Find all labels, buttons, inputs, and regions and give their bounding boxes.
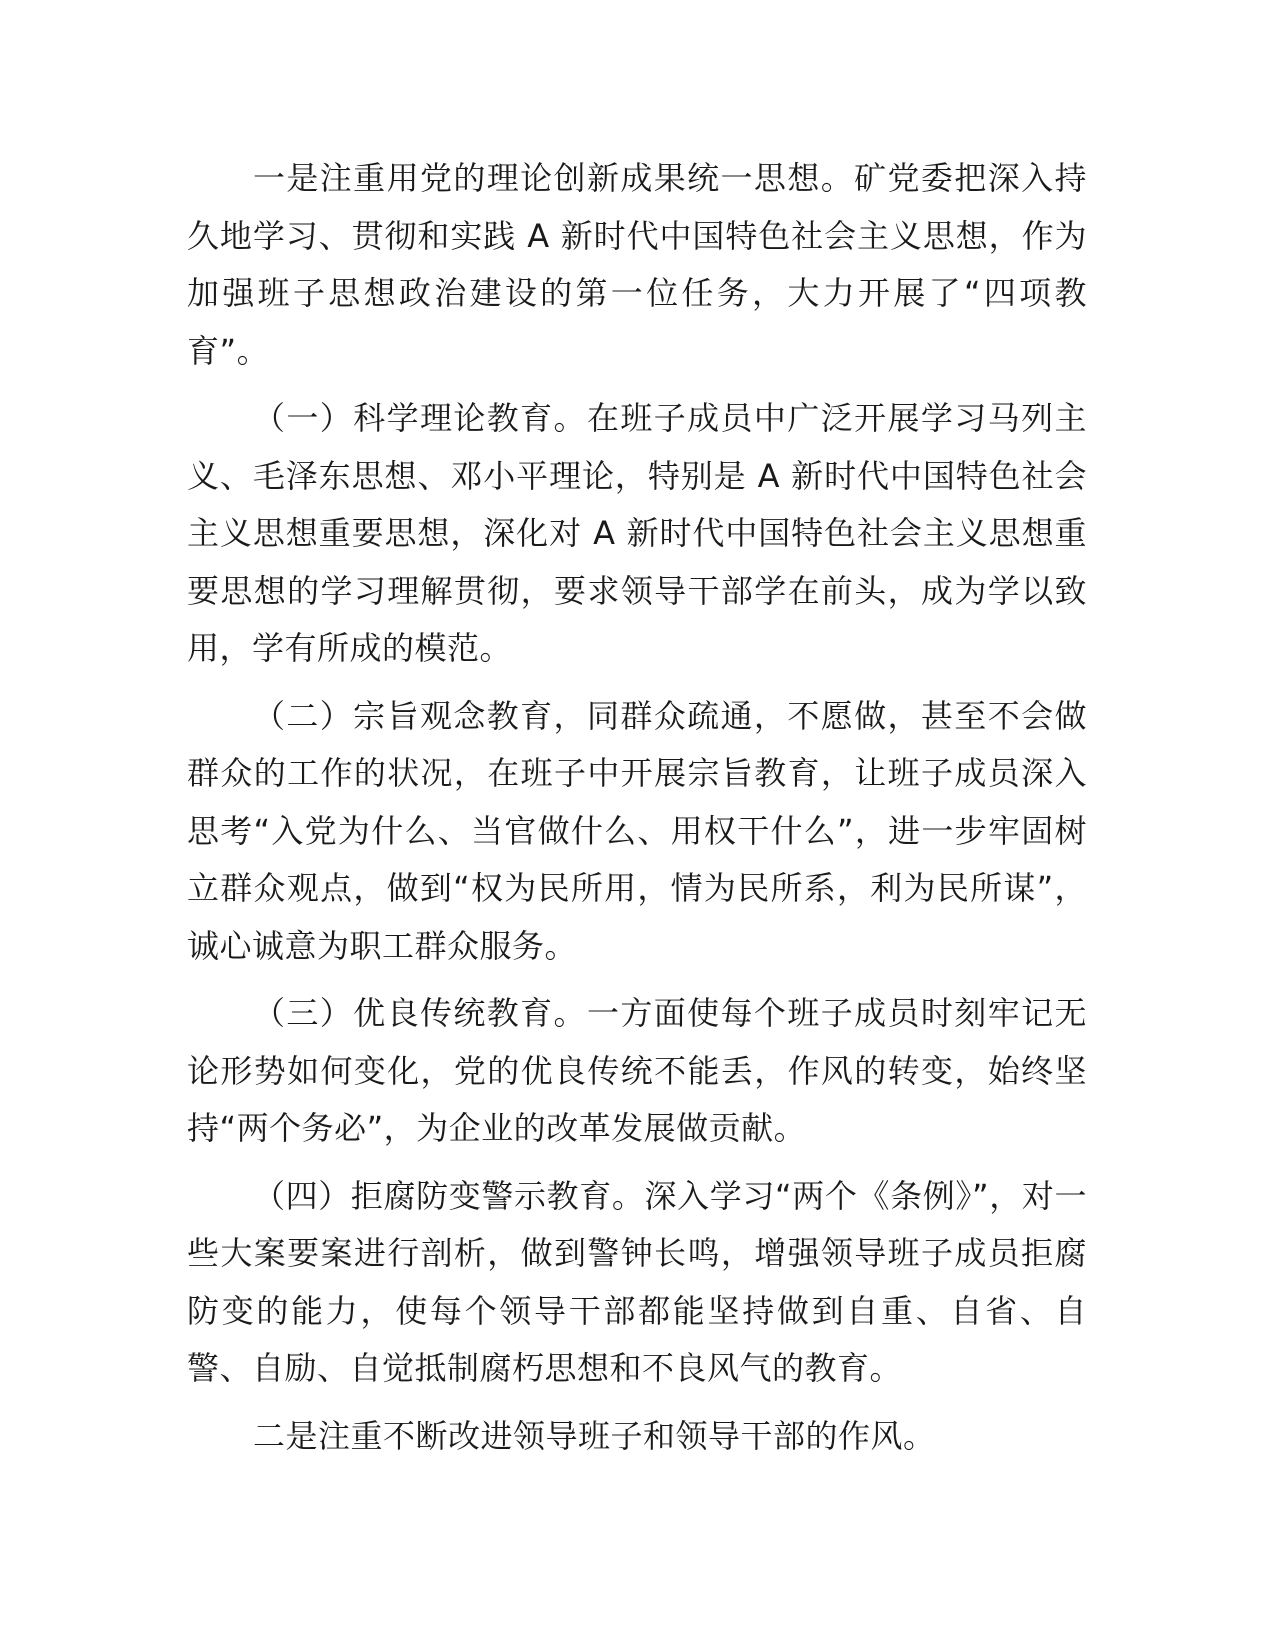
paragraph-3: （二）宗旨观念教育，同群众疏通，不愿做，甚至不会做群众的工作的状况，在班子中开展宗旨教育，让班子成员深入思考“入党为什么、当官做什么、用权干什么”，进一步牢固树立群众观点，做到“权为民所用，情为民所系，利为民所谋”，诚心诚意为职工群众服务。	[187, 696, 1087, 965]
paragraph-2: （一）科学理论教育。在班子成员中广泛开展学习马列主义、毛泽东思想、邓小平理论，特别是 A 新时代中国特色社会主义思想重要思想，深化对 A 新时代中国特色社会主义思想重要思想的学习理解贯彻，要求领导干部学在前头，成为学以致用，学有所成的模范。	[187, 399, 1087, 667]
paragraph-5: （四）拒腐防变警示教育。深入学习“两个《条例》”，对一些大案要案进行剖析，做到警钟长鸣，增强领导班子成员拒腐防变的能力，使每个领导干部都能坚持做到自重、自省、自警、自励、自觉抵制腐朽思想和不良风气的教育。	[187, 1176, 1087, 1387]
paragraph-4: （三）优良传统教育。一方面使每个班子成员时刻牢记无论形势如何变化，党的优良传统不能丢，作风的转变，始终坚持“两个务必”，为企业的改革发展做贡献。	[187, 994, 1087, 1147]
paragraph-6: 二是注重不断改进领导班子和领导干部的作风。	[253, 1416, 936, 1455]
document-body	[187, 150, 1087, 1475]
paragraph-1: 一是注重用党的理论创新成果统一思想。矿党委把深入持久地学习、贯彻和实践 A 新时代中国特色社会主义思想，作为加强班子思想政治建设的第一位任务，大力开展了“四项教育”。	[187, 159, 1087, 370]
